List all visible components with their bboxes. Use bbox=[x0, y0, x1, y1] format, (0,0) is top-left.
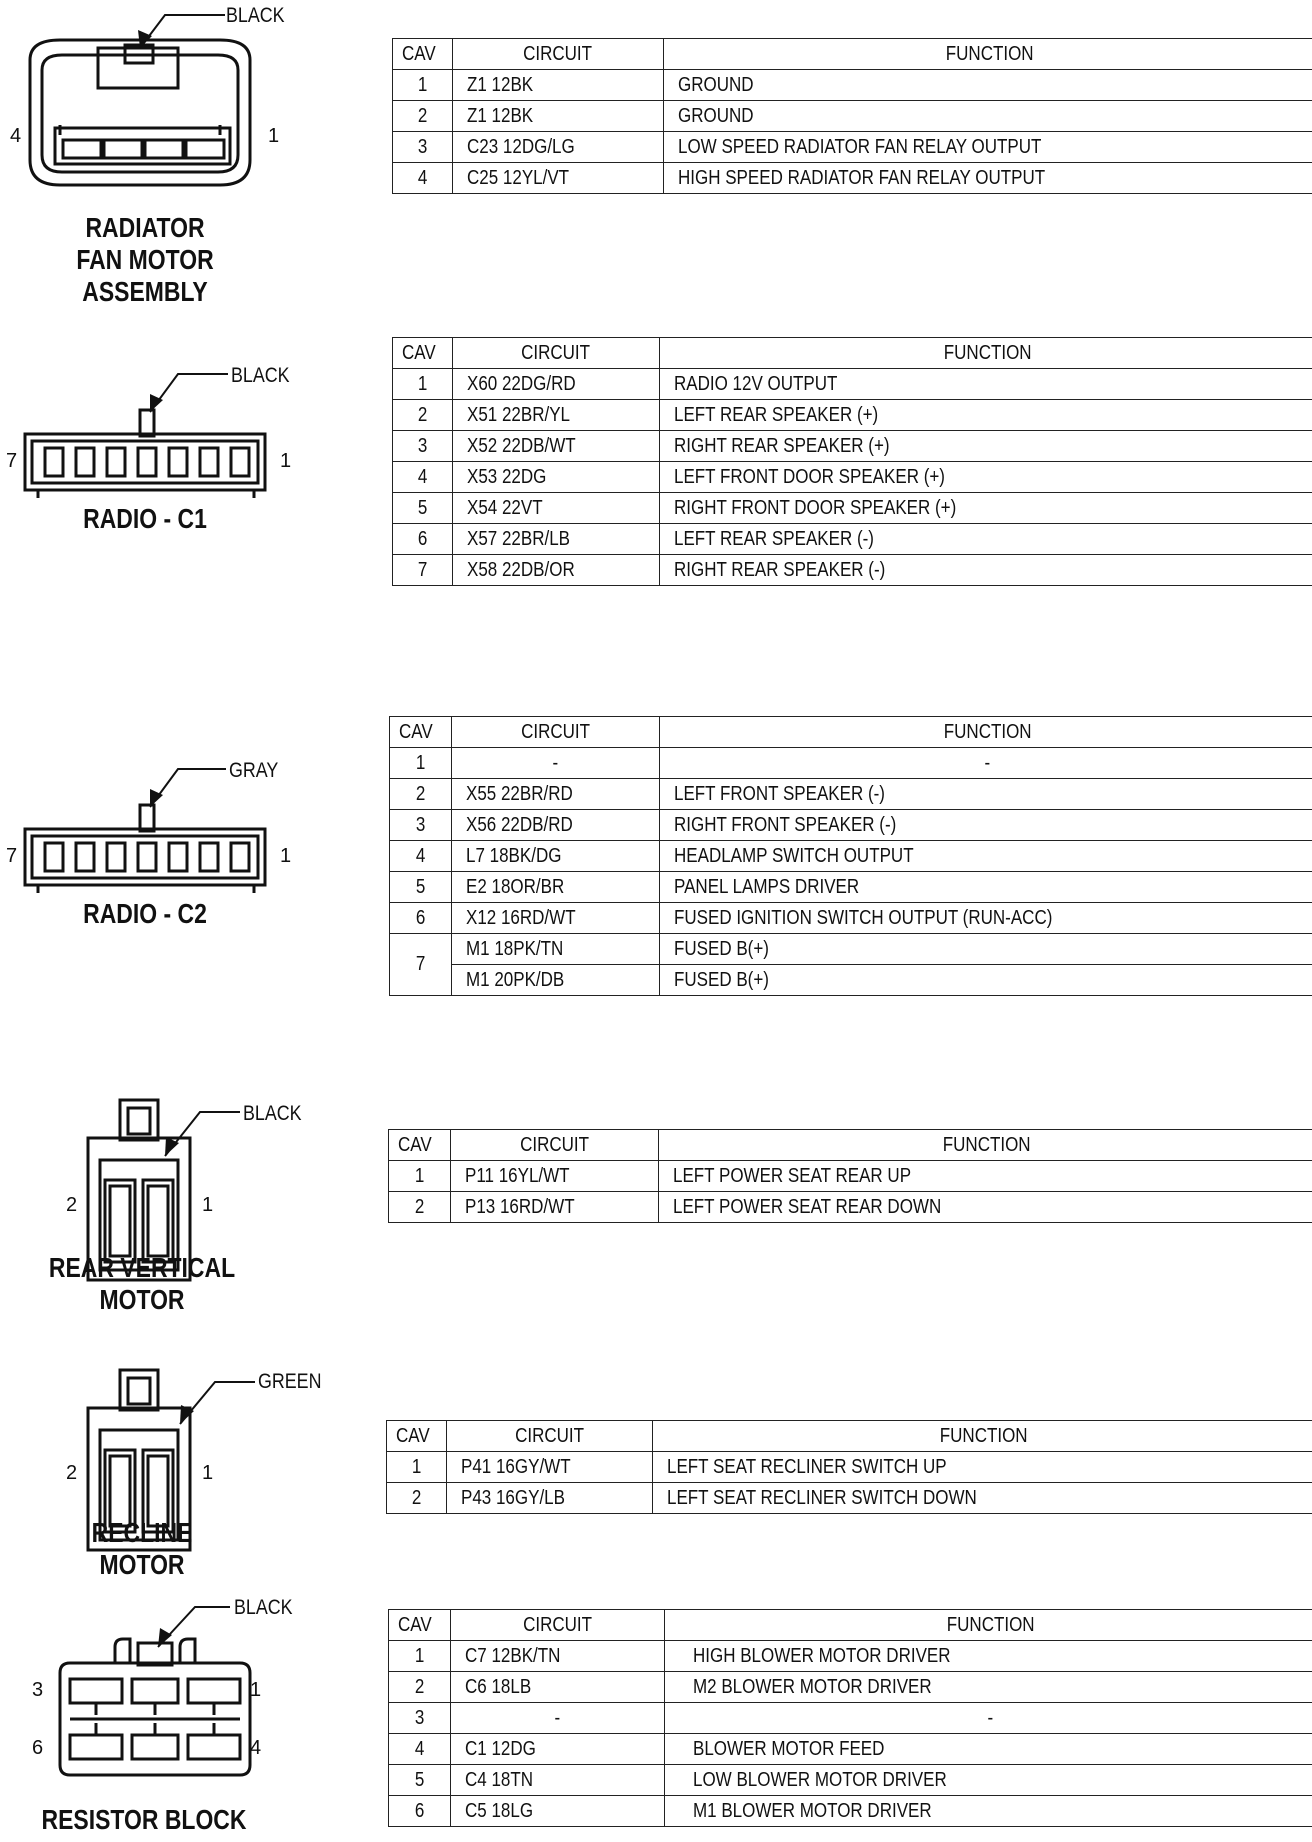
table-row: 6 C5 18LG M1 BLOWER MOTOR DRIVER bbox=[389, 1796, 1312, 1827]
header-function: FUNCTION bbox=[665, 1610, 1312, 1641]
header-cav: CAV bbox=[389, 1610, 451, 1641]
header-function: FUNCTION bbox=[653, 1421, 1312, 1452]
resistor-block-connector-icon bbox=[0, 1595, 320, 1795]
resistor-block-connector-diagram bbox=[0, 1595, 320, 1795]
table-row: 3 X56 22DB/RD RIGHT FRONT SPEAKER (-) bbox=[390, 810, 1312, 841]
table-row: 7 M1 18PK/TN FUSED B(+) bbox=[390, 934, 1312, 965]
connector-name: RADIO - C2 bbox=[83, 898, 207, 929]
table-header-row bbox=[393, 39, 1312, 70]
table-row: 4 C25 12YL/VT HIGH SPEED RADIATOR FAN RELAY OUTPUT bbox=[393, 163, 1312, 194]
table-row: 2 X51 22BR/YL LEFT REAR SPEAKER (+) bbox=[393, 400, 1312, 431]
pinout-table-radiator-fan bbox=[392, 38, 1312, 194]
table-row: 2 P43 16GY/LB LEFT SEAT RECLINER SWITCH DOWN bbox=[387, 1483, 1312, 1514]
pin-number-label: 4 bbox=[10, 125, 22, 147]
table-row: 4 X53 22DG LEFT FRONT DOOR SPEAKER (+) bbox=[393, 462, 1312, 493]
header-circuit: CIRCUIT bbox=[451, 1610, 665, 1641]
pin-number-label: 4 bbox=[250, 1737, 262, 1759]
header-cav: CAV bbox=[393, 338, 453, 369]
table-row: 1 C7 12BK/TN HIGH BLOWER MOTOR DRIVER bbox=[389, 1641, 1312, 1672]
table-row: 7 X58 22DB/OR RIGHT REAR SPEAKER (-) bbox=[393, 555, 1312, 586]
header-function: FUNCTION bbox=[660, 338, 1312, 369]
pin-number-label: 7 bbox=[6, 450, 18, 472]
header-cav: CAV bbox=[390, 717, 452, 748]
pinout-table-rear-vertical-motor bbox=[388, 1129, 1312, 1223]
pin-number-label: 1 bbox=[280, 450, 292, 472]
connector-name: REAR VERTICAL MOTOR bbox=[48, 1252, 236, 1315]
pin-number-label: 6 bbox=[32, 1737, 44, 1759]
header-circuit: CIRCUIT bbox=[447, 1421, 653, 1452]
pinout-table-radio-c2 bbox=[389, 716, 1312, 996]
pin-number-label: 7 bbox=[6, 845, 18, 867]
connector-color-label: BLACK bbox=[231, 364, 290, 387]
table-header-row bbox=[389, 1610, 1312, 1641]
header-cav: CAV bbox=[393, 39, 453, 70]
pinout-table-resistor-block bbox=[388, 1609, 1312, 1827]
table-row: M1 20PK/DB FUSED B(+) bbox=[390, 965, 1312, 996]
header-cav: CAV bbox=[387, 1421, 447, 1452]
pin-number-label: 1 bbox=[202, 1462, 214, 1484]
table-row: 3 X52 22DB/WT RIGHT REAR SPEAKER (+) bbox=[393, 431, 1312, 462]
pin-number-label: 2 bbox=[66, 1462, 78, 1484]
pin-number-label: 2 bbox=[66, 1194, 78, 1216]
pinout-table-recline-motor bbox=[386, 1420, 1312, 1514]
connector-name: RADIATOR FAN MOTOR ASSEMBLY bbox=[76, 212, 214, 307]
pin-number-label: 3 bbox=[32, 1679, 44, 1701]
header-cav: CAV bbox=[389, 1130, 451, 1161]
header-circuit: CIRCUIT bbox=[452, 717, 660, 748]
header-circuit: CIRCUIT bbox=[451, 1130, 659, 1161]
connector-color-label: BLACK bbox=[226, 4, 285, 27]
table-row: 2 C6 18LB M2 BLOWER MOTOR DRIVER bbox=[389, 1672, 1312, 1703]
header-function: FUNCTION bbox=[664, 39, 1312, 70]
table-row: 1 - - bbox=[390, 748, 1312, 779]
pin-number-label: 1 bbox=[250, 1679, 262, 1701]
header-circuit: CIRCUIT bbox=[453, 39, 664, 70]
table-header-row bbox=[389, 1130, 1312, 1161]
table-row: 1 P41 16GY/WT LEFT SEAT RECLINER SWITCH UP bbox=[387, 1452, 1312, 1483]
table-row: 1 X60 22DG/RD RADIO 12V OUTPUT bbox=[393, 369, 1312, 400]
pin-number-label: 1 bbox=[280, 845, 292, 867]
table-row: 6 X12 16RD/WT FUSED IGNITION SWITCH OUTPUT (RUN-ACC) bbox=[390, 903, 1312, 934]
table-header-row bbox=[387, 1421, 1312, 1452]
table-row: 4 L7 18BK/DG HEADLAMP SWITCH OUTPUT bbox=[390, 841, 1312, 872]
connector-color-label: GRAY bbox=[229, 759, 279, 782]
pinout-table-radio-c1 bbox=[392, 337, 1312, 586]
table-header-row bbox=[390, 717, 1312, 748]
table-row: 2 X55 22BR/RD LEFT FRONT SPEAKER (-) bbox=[390, 779, 1312, 810]
table-row: 3 - - bbox=[389, 1703, 1312, 1734]
header-function: FUNCTION bbox=[659, 1130, 1312, 1161]
table-row: 5 C4 18TN LOW BLOWER MOTOR DRIVER bbox=[389, 1765, 1312, 1796]
table-row: 1 Z1 12BK GROUND bbox=[393, 70, 1312, 101]
table-row: 2 P13 16RD/WT LEFT POWER SEAT REAR DOWN bbox=[389, 1192, 1312, 1223]
connector-color-label: BLACK bbox=[234, 1596, 293, 1619]
table-header-row bbox=[393, 338, 1312, 369]
connector-name: RADIO - C1 bbox=[83, 503, 207, 534]
table-row: 5 X54 22VT RIGHT FRONT DOOR SPEAKER (+) bbox=[393, 493, 1312, 524]
connector-name: RESISTOR BLOCK bbox=[41, 1804, 247, 1835]
header-circuit: CIRCUIT bbox=[453, 338, 660, 369]
connector-color-label: BLACK bbox=[243, 1102, 302, 1125]
pin-number-label: 1 bbox=[202, 1194, 214, 1216]
table-row: 2 Z1 12BK GROUND bbox=[393, 101, 1312, 132]
table-row: 4 C1 12DG BLOWER MOTOR FEED bbox=[389, 1734, 1312, 1765]
table-row: 1 P11 16YL/WT LEFT POWER SEAT REAR UP bbox=[389, 1161, 1312, 1192]
table-row: 5 E2 18OR/BR PANEL LAMPS DRIVER bbox=[390, 872, 1312, 903]
pin-number-label: 1 bbox=[268, 125, 280, 147]
header-function: FUNCTION bbox=[660, 717, 1312, 748]
table-row: 6 X57 22BR/LB LEFT REAR SPEAKER (-) bbox=[393, 524, 1312, 555]
connector-name: RECLINE MOTOR bbox=[91, 1517, 193, 1580]
connector-color-label: GREEN bbox=[258, 1370, 322, 1393]
table-row: 3 C23 12DG/LG LOW SPEED RADIATOR FAN RELAY OUTPUT bbox=[393, 132, 1312, 163]
